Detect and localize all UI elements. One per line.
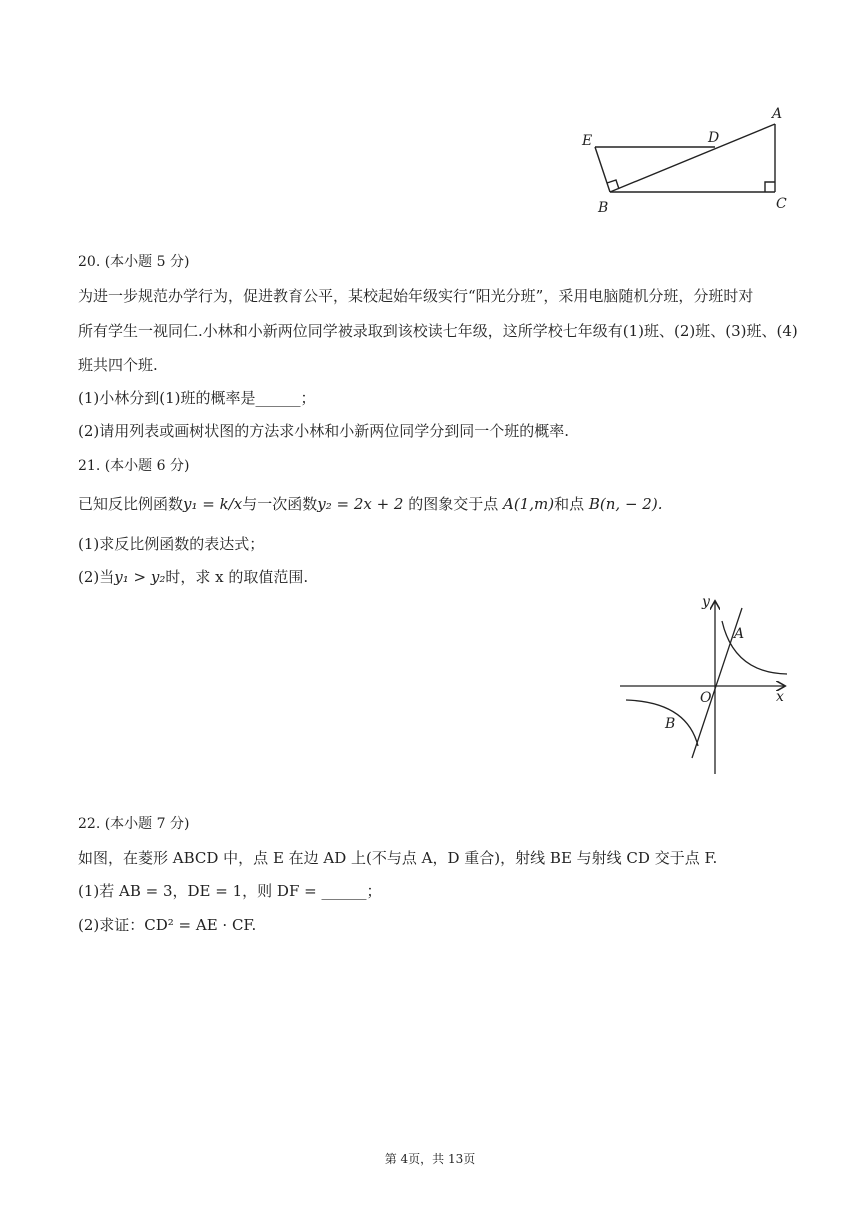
right-angle-c bbox=[765, 182, 775, 192]
page-footer: 第 4页，共 13页 bbox=[384, 1152, 476, 1166]
q21-stem-mid2: 的图象交于点 bbox=[403, 495, 504, 513]
q21-stem-prefix: 已知反比例函数 bbox=[78, 495, 184, 513]
q21-part1: (1)求反比例函数的表达式； bbox=[78, 535, 265, 553]
label-a: A bbox=[772, 106, 783, 122]
segment-ba bbox=[610, 124, 775, 192]
q21-part2-suffix: 时，求 x 的取值范围. bbox=[165, 568, 309, 586]
graph-label-x: x bbox=[776, 689, 784, 705]
graph-label-b: B bbox=[665, 716, 676, 732]
q21-func1: y₁ = k/x bbox=[183, 495, 243, 513]
graph-label-a: A bbox=[734, 626, 745, 642]
q20-part1: (1)小林分到(1)班的概率是______； bbox=[78, 389, 316, 407]
label-e: E bbox=[582, 133, 593, 149]
hyperbola-branch-1 bbox=[722, 621, 787, 674]
graph-label-o: O bbox=[700, 690, 712, 706]
triangle-figure bbox=[570, 100, 800, 225]
q21-func2: y₂ = 2x + 2 bbox=[317, 495, 404, 513]
q20-header: 20. (本小题 5 分) bbox=[78, 254, 190, 270]
q21-part2-prefix: (2)当 bbox=[78, 568, 115, 586]
q21-point-a: A(1,m) bbox=[503, 495, 555, 513]
q21-stem-mid3: 和点 bbox=[554, 495, 589, 513]
q21-point-b: B(n, − 2). bbox=[588, 495, 663, 513]
label-c: C bbox=[776, 196, 787, 212]
label-b: B bbox=[598, 200, 609, 216]
q22-part1: (1)若 AB = 3，DE = 1，则 DF = ______； bbox=[78, 882, 382, 900]
label-d: D bbox=[708, 130, 720, 146]
q21-part2 bbox=[78, 567, 308, 587]
q20-text-line2: 所有学生一视同仁.小林和小新两位同学被录取到该校读七年级，这所学校七年级有(1)班、(2)班、(3)班、(4) bbox=[78, 322, 798, 340]
q21-stem bbox=[78, 494, 662, 514]
q20-text-line1: 为进一步规范办学行为，促进教育公平，某校起始年级实行“阳光分班”，采用电脑随机分班，分班时对 bbox=[78, 287, 754, 305]
q20-text-line3: 班共四个班. bbox=[78, 356, 158, 374]
q22-part2: (2)求证：CD² = AE · CF. bbox=[78, 916, 257, 934]
segment-eb bbox=[595, 147, 610, 192]
q22-stem: 如图，在菱形 ABCD 中，点 E 在边 AD 上(不与点 A，D 重合)，射线 BE 与射线 CD 交于点 F. bbox=[78, 849, 718, 867]
graph-label-y: y bbox=[702, 594, 710, 610]
q21-header: 21. (本小题 6 分) bbox=[78, 458, 190, 474]
q21-stem-mid: 与一次函数 bbox=[242, 495, 318, 513]
q20-part2: (2)请用列表或画树状图的方法求小林和小新两位同学分到同一个班的概率. bbox=[78, 422, 570, 440]
q21-part2-cond: y₁ > y₂ bbox=[114, 568, 166, 586]
q22-header: 22. (本小题 7 分) bbox=[78, 816, 190, 832]
function-graph bbox=[612, 588, 802, 780]
hyperbola-branch-2 bbox=[626, 700, 698, 746]
